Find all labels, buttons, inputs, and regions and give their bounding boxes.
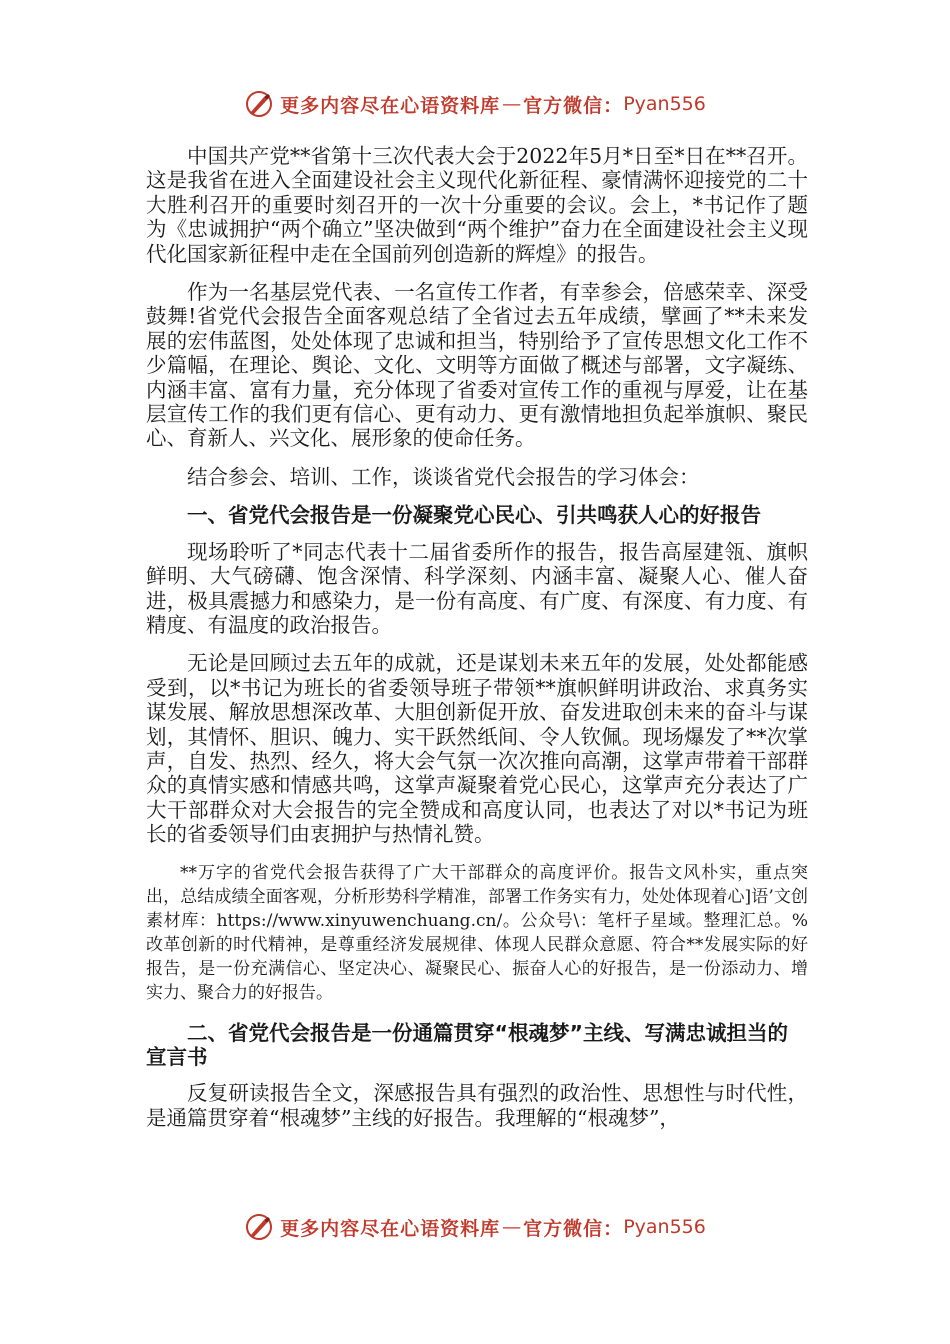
paragraph-section2-a: 反复研读报告全文，深感报告具有强烈的政治性、思想性与时代性，是通篇贯穿着“根魂梦”主线的好报告。我理解的“根魂梦”， (146, 1081, 808, 1130)
paragraph-section1-a: 现场聆听了*同志代表十二届省委所作的报告，报告高屋建瓴、旗帜鲜明、大气磅礴、饱含深情、科学深刻、内涵丰富、凝聚人心、催人奋进，极具震撼力和感染力，是一份有高度、有广度、有深度、有力度、有精度、有温度的政治报告。 (146, 539, 808, 637)
section-heading-1: 一、省党代会报告是一份凝聚党心民心、引共鸣获人心的好报告 (187, 503, 761, 528)
header-banner (0, 84, 950, 124)
document-body (146, 144, 808, 1144)
paragraph-lead-in: 结合参会、培训、工作，谈谈省党代会报告的学习体会： (187, 464, 700, 489)
pen-nib-icon (244, 1212, 274, 1242)
banner-text: 更多内容尽在心语资料库 (280, 94, 501, 117)
paragraph-reflection: 作为一名基层党代表、一名宣传工作者，有幸参会，倍感荣幸、深受鼓舞!省党代会报告全面客观总结了全省过去五年成绩，擘画了**未来发展的宏伟蓝图，处处体现了忠诚和担当，特别给予了宣传思想文化工作不少篇幅，在理论、舆论、文化、文明等方面做了概述与部署，文字凝练、内涵丰富、富有力量，充分体现了省委对宣传工作的重视与厚爱，让在基层宣传工作的我们更有信心、更有动力、更有激情地担负起举旗帜、聚民心、育新人、兴文化、展形象的使命任务。 (146, 280, 808, 451)
banner-separator: — (502, 1216, 522, 1238)
banner-suffix: 官方微信： (523, 1217, 624, 1240)
paragraph-section1-c: **万字的省党代会报告获得了广大干部群众的高度评价。报告文风朴实，重点突出，总结成绩全面客观，分析形势科学精准，部署工作务实有力，处处体现着心]语’文创素材库：https://www.xinyuwenchuang.cn/。公众号\：笔杆子星域。整理汇总。%改革创新的时代精神，是尊重经济发展规律、体现人民群众意愿、符合**发展实际的好报告，是一份充满信心、坚定决心、凝聚民心、振奋人心的好报告，是一份添动力、增实力、聚合力的好报告。 (146, 862, 808, 1003)
banner-text: 更多内容尽在心语资料库 (280, 1217, 501, 1240)
banner-wechat-id: Pyan556 (623, 93, 706, 115)
banner-separator: — (502, 93, 522, 115)
section-heading-2: 二、省党代会报告是一份通篇贯穿“根魂梦”主线、写满忠诚担当的宣言书 (146, 1020, 788, 1069)
pen-nib-icon (244, 89, 274, 119)
banner-suffix: 官方微信： (523, 94, 624, 117)
paragraph-intro: 中国共产党**省第十三次代表大会于2022年5月*日至*日在**召开。这是我省在进入全面建设社会主义现代化新征程、豪情满怀迎接党的二十大胜利召开的重要时刻召开的一次十分重要的会议。会上，*书记作了题为《忠诚拥护“两个确立”坚决做到“两个维护”奋力在全面建设社会主义现代化国家新征程中走在全国前列创造新的辉煌》的报告。 (146, 144, 808, 266)
banner-wechat-id: Pyan556 (623, 1216, 706, 1238)
footer-banner (0, 1207, 950, 1247)
paragraph-section1-b: 无论是回顾过去五年的成就，还是谋划未来五年的发展，处处都能感受到，以*书记为班长的省委领导班子带领**旗帜鲜明讲政治、求真务实谋发展、解放思想深改革、大胆创新促开放、奋发进取创未来的奋斗与谋划，其情怀、胆识、魄力、实干跃然纸间、令人钦佩。现场爆发了**次掌声，自发、热烈、经久，将大会气氛一次次推向高潮，这掌声带着干部群众的真情实感和情感共鸣，这掌声凝聚着党心民心，这掌声充分表达了广大干部群众对大会报告的完全赞成和高度认同，也表达了对以*书记为班长的省委领导们由衷拥护与热情礼赞。 (146, 651, 808, 847)
